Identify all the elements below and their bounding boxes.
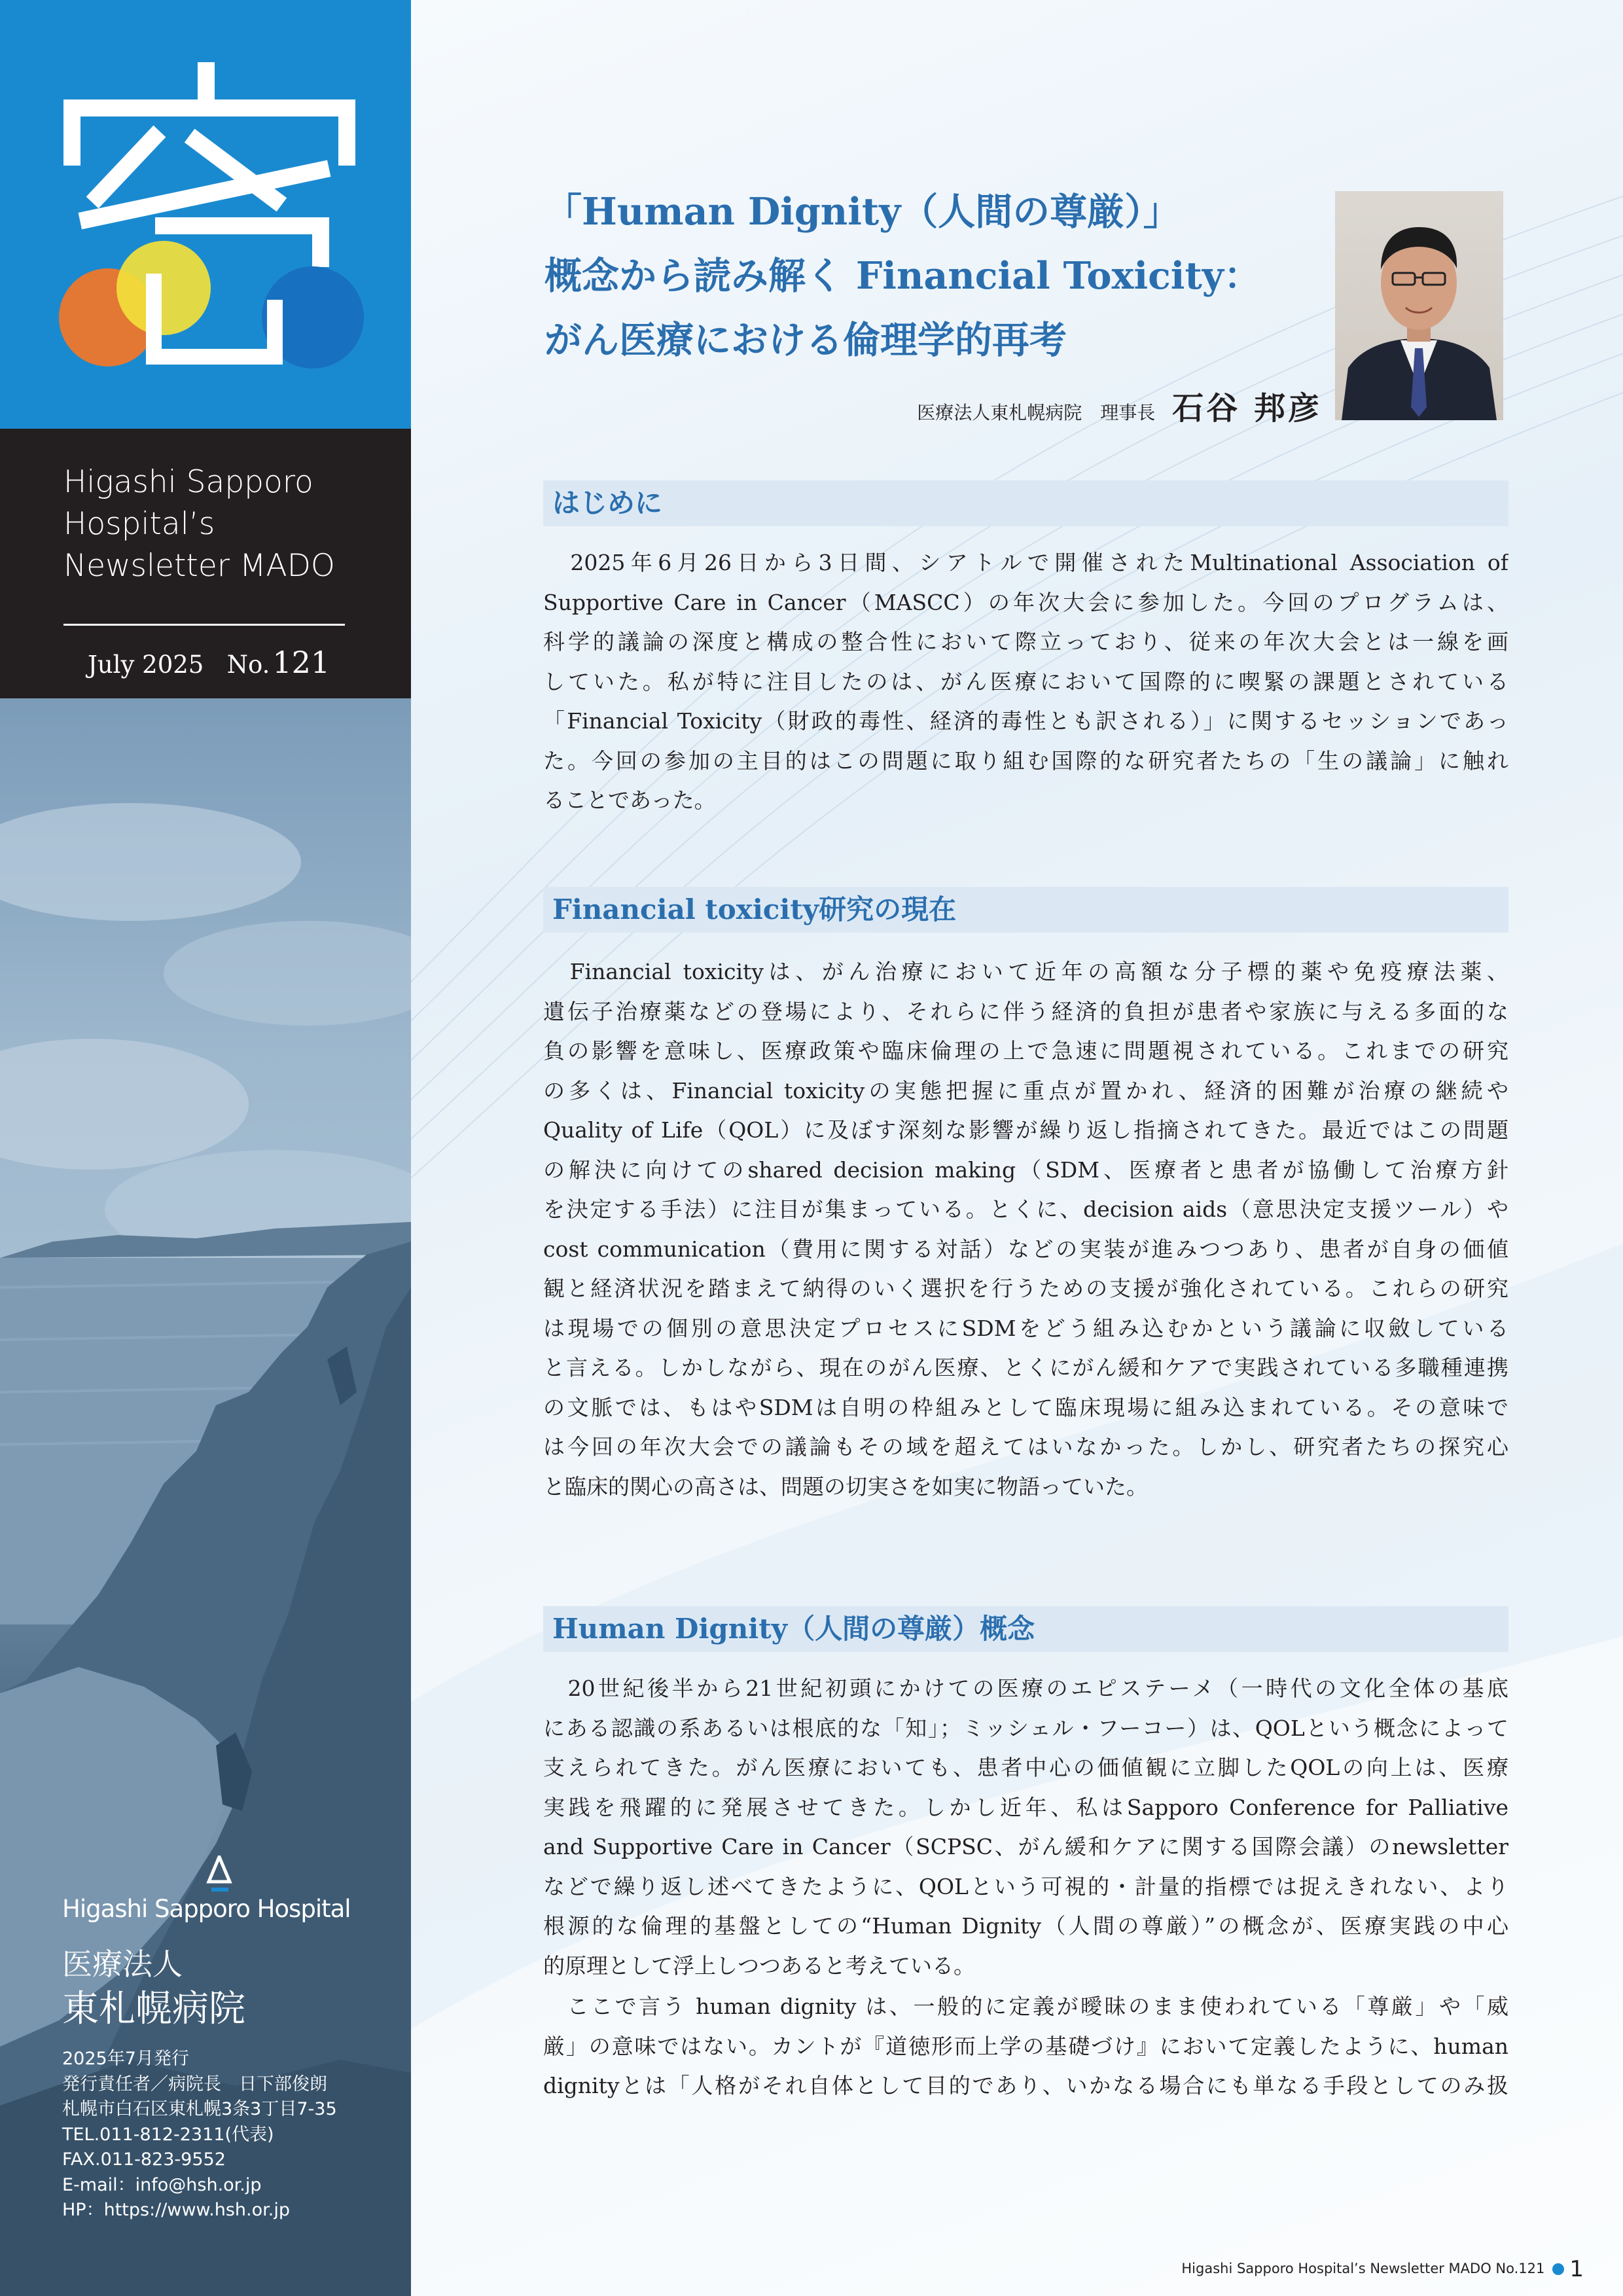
paragraph [543, 1987, 1508, 2106]
title-line: 概念から読み解く Financial Toxicity： [544, 254, 1261, 298]
section-heading: はじめに [543, 480, 1508, 526]
text-line: の文脈では、もはやSDMは自明の枠組みとして臨床現場に組み込まれている。その意味で [543, 1394, 1508, 1420]
text-line: 2025年6月26日から3日間、シアトルで開催されたMultinational Association of [543, 550, 1508, 575]
hospital-name-japanese: 東札幌病院 [62, 1988, 245, 2030]
title-line: 「Human Dignity（人間の尊厳）」 [544, 190, 1181, 234]
newsletter-title [63, 461, 397, 587]
text-line: 科学的議論の深度と構成の整合性において際立っており、従来の年次大会とは一線を画 [543, 629, 1508, 655]
issue-date: July 2025 [88, 651, 204, 679]
text-line: は現場での個別の意思決定プロセスにSDMをどう組み込むかという議論に収斂している [543, 1315, 1508, 1341]
text-line: ることであった。 [543, 787, 716, 813]
text-line: 厳」の意味ではない。カントが『道徳形而上学の基礎づけ』において定義したように、human [543, 2033, 1508, 2059]
author-portrait-illustration [1335, 191, 1503, 420]
info-line: 2025年7月発行 [62, 2049, 189, 2069]
text-line: Financial toxicityは、がん治療において近年の高額な分子標的薬や免疫療法薬、 [543, 959, 1508, 984]
text-line: の多くは、Financial toxicityの実態把握に重点が置かれ、経済的困難が治療の継続や [543, 1077, 1508, 1103]
info-line: 発行責任者／病院長 日下部俊朗 [62, 2073, 327, 2094]
logo-block [0, 0, 411, 429]
title-divider [63, 624, 345, 626]
author-affiliation: 医療法人東札幌病院 理事長 [917, 402, 1156, 423]
mado-logo [0, 0, 411, 429]
hospital-name-english: Higashi Sapporo Hospital [62, 1895, 351, 1923]
text-line: Supportive Care in Cancer（MASCC）の年次大会に参加した。今回のプログラムは、 [543, 589, 1508, 615]
text-line: ここで言う human dignity は、一般的に定義が曖昧のまま使われている「尊厳」や「威 [543, 1994, 1508, 2019]
page-number: 1 [1569, 2256, 1584, 2282]
issue-number: 121 [272, 645, 330, 680]
hospital-corporation: 医療法人 [62, 1946, 183, 1982]
issue-label: No. [226, 651, 270, 679]
author-byline [864, 383, 1322, 428]
text-line: 遺伝子治療薬などの登場により、それらに伴う経済的負担が患者や家族に与える多面的な [543, 998, 1508, 1024]
text-line: を決定する手法）に注目が集まっている。とくに、decision aids（意思決定支援ツール）や [543, 1196, 1508, 1222]
paragraph [543, 543, 1508, 821]
text-line: 観と経済状況を踏まえて納得のいく選択を行うための支援が強化されている。これらの研究 [543, 1276, 1508, 1301]
author-name: 石谷 邦彦 [1172, 390, 1322, 427]
text-line: 「Financial Toxicity（財政的毒性、経済的毒性とも訳される）」に関するセッションであっ [543, 708, 1508, 734]
info-line: FAX.011-823-9552 [62, 2149, 226, 2170]
newsletter-title-line: Newsletter MADO [63, 548, 335, 584]
text-line: 負の影響を意味し、医療政策や臨床倫理の上で急速に問題視されている。これまでの研究 [543, 1038, 1508, 1064]
info-line: E-mail：info@hsh.or.jp [62, 2174, 262, 2195]
info-line: 札幌市白石区東札幌3条3丁目7-35 [62, 2099, 337, 2119]
text-line: Quality of Life（QOL）に及ぼす深刻な影響が繰り返し指摘されてきた。最近ではこの問題 [543, 1117, 1508, 1143]
text-line: などで繰り返し述べてきたように、QOLという可視的・計量的指標では捉えきれない、より [543, 1873, 1508, 1899]
page-footer [1181, 2256, 1584, 2282]
title-line: がん医療における倫理学的再考 [544, 318, 1067, 362]
publication-info [62, 2047, 402, 2223]
paragraph [543, 1669, 1508, 1986]
text-line: cost communication（費用に関する対話）などの実装が進みつつあり、患者が自身の価値 [543, 1236, 1508, 1262]
info-line: TEL.011-812-2311(代表) [62, 2124, 274, 2145]
sidebar [0, 0, 411, 2296]
text-line: dignityとは「人格がそれ自体として目的であり、いかなる場合にも単なる手段としてのみ扱 [543, 2073, 1508, 2098]
paragraph [543, 952, 1508, 1507]
issue-info [88, 645, 330, 680]
footer-text: Higashi Sapporo Hospital’s Newsletter MADO No.121 [1181, 2261, 1545, 2276]
text-line: 20世紀後半から21世紀初頭にかけての医療のエピステーメ（一時代の文化全体の基底 [543, 1676, 1508, 1701]
text-line: と臨床的関心の高さは、問題の切実さを如実に物語っていた。 [543, 1473, 1148, 1499]
text-line: の解決に向けてのshared decision making（SDM、医療者と患者が協働して治療方針 [543, 1157, 1508, 1183]
text-line: 実践を飛躍的に発展させてきた。しかし近年、私はSapporo Conference for Palliative [543, 1794, 1508, 1820]
article-title [544, 180, 1317, 372]
text-line: 的原理として浮上しつつあると考えている。 [543, 1952, 975, 1979]
author-portrait [1335, 191, 1503, 420]
footer-dot-icon [1552, 2263, 1564, 2275]
text-line: 支えられてきた。がん医療においても、患者中心の価値観に立脚したQOLの向上は、医療 [543, 1755, 1508, 1780]
text-line: にある認識の系あるいは根底的な「知」；ミッシェル・フーコー）は、QOLという概念によって [543, 1715, 1508, 1741]
newsletter-title-block [0, 429, 411, 698]
text-line: た。今回の参加の主目的はこの問題に取り組む国際的な研究者たちの「生の議論」に触れ [543, 747, 1508, 774]
text-line: していた。私が特に注目したのは、がん医療において国際的に喫緊の課題とされている [543, 668, 1508, 694]
section-heading: Human Dignity（人間の尊厳）概念 [543, 1606, 1508, 1652]
text-line: and Supportive Care in Cancer（SCPSC、がん緩和ケアに関する国際会議）のnewsletter [543, 1834, 1508, 1859]
section-heading: Financial toxicity研究の現在 [543, 887, 1508, 933]
info-line: HP：https://www.hsh.or.jp [62, 2200, 290, 2220]
text-line: と言える。しかしながら、現在のがん医療、とくにがん緩和ケアで実践されている多職種連携 [543, 1355, 1508, 1380]
text-line: は今回の年次大会での議論もその域を超えてはいなかった。しかし、研究者たちの探究心 [543, 1434, 1508, 1460]
newsletter-title-line: Higashi Sapporo [63, 464, 313, 500]
newsletter-title-line: Hospital’s [63, 506, 215, 542]
text-line: 根源的な倫理的基盤としての“Human Dignity（人間の尊厳）”の概念が、医療実践の中心 [543, 1913, 1508, 1939]
hospital-logo-icon [206, 1856, 232, 1892]
